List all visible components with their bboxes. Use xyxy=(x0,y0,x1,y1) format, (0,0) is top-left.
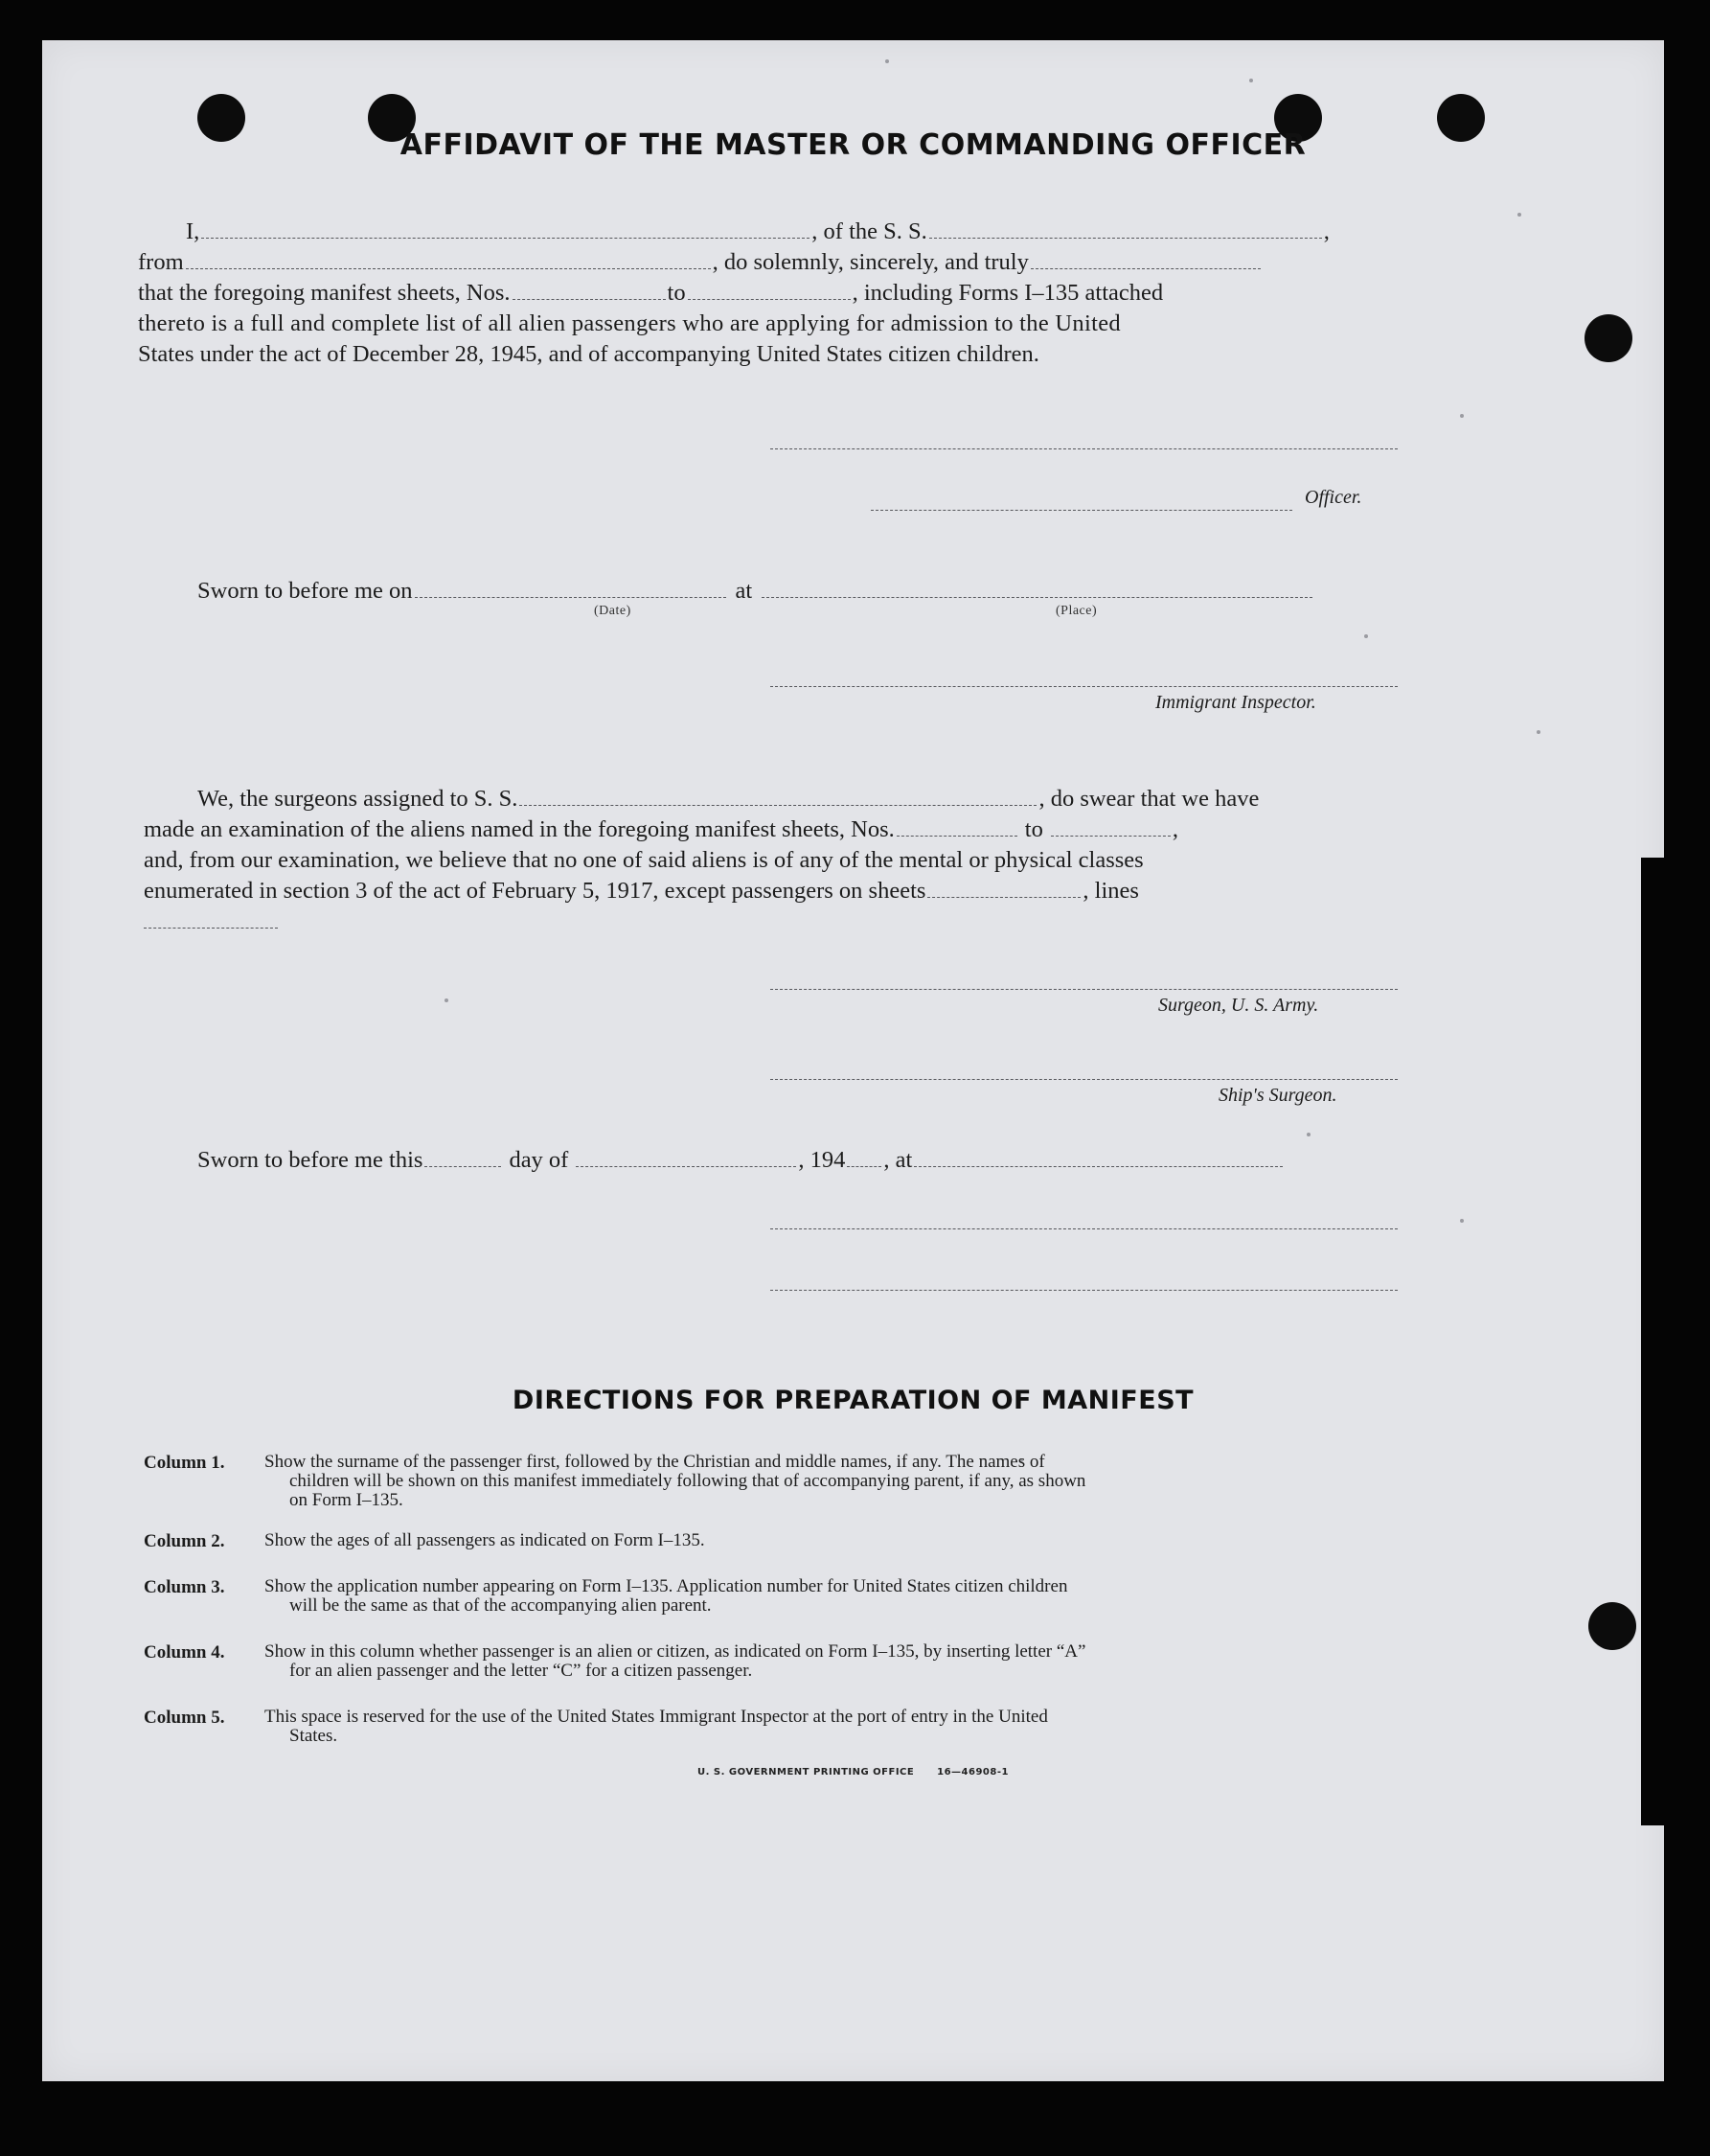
affidavit-line-3: that the foregoing manifest sheets, Nos. to , including Forms I–135 attached xyxy=(138,280,1164,306)
sworn-date-field[interactable] xyxy=(415,576,726,598)
second-inspector-signature-line[interactable] xyxy=(770,1228,1398,1229)
master-name-field[interactable] xyxy=(201,217,809,239)
surgeon-line-4: enumerated in section 3 of the act of February 5, 1917, except passengers on sheets , lines xyxy=(144,878,1139,904)
place-caption: (Place) xyxy=(1056,604,1098,618)
surgeon-ship-field[interactable] xyxy=(519,784,1037,806)
scan-speck xyxy=(1364,634,1368,638)
affidavit-line-4: thereto is a full and complete list of all alien passengers who are applying for admission to the United xyxy=(138,310,1121,336)
sworn-at-field[interactable] xyxy=(914,1145,1283,1167)
punch-hole xyxy=(1585,314,1632,362)
punch-hole xyxy=(1588,1602,1636,1650)
affidavit-line-1: I, , of the S. S. , xyxy=(186,218,1330,244)
from-port-field[interactable] xyxy=(186,247,711,269)
direction-label: Column 1. xyxy=(144,1453,225,1473)
scan-speck xyxy=(1249,79,1253,82)
scan-speck xyxy=(445,998,448,1002)
date-caption: (Date) xyxy=(594,604,631,618)
sheet-from-field[interactable] xyxy=(513,278,666,300)
army-surgeon-caption: Surgeon, U. S. Army. xyxy=(1158,995,1319,1016)
sworn-line-1: Sworn to before me on at xyxy=(197,576,1314,607)
ship-surgeon-signature-line[interactable] xyxy=(770,1079,1398,1080)
scan-speck xyxy=(1307,1133,1311,1136)
surgeon-line-2: made an examination of the aliens named in the foregoing manifest sheets, Nos. to , xyxy=(144,816,1178,842)
scan-speck xyxy=(1517,213,1521,217)
sworn-year-field[interactable] xyxy=(847,1145,881,1167)
inspector-signature-line[interactable] xyxy=(770,686,1398,687)
direction-label: Column 5. xyxy=(144,1708,225,1728)
sheet-edge-shadow xyxy=(1641,858,1670,1825)
direction-label: Column 2. xyxy=(144,1531,225,1551)
swear-field[interactable] xyxy=(1031,247,1261,269)
printer-footer: U. S. GOVERNMENT PRINTING OFFICE 16—46908-1 xyxy=(697,1767,1009,1778)
ship-surgeon-caption: Ship's Surgeon. xyxy=(1219,1085,1337,1106)
form-sheet xyxy=(42,40,1664,2081)
inspector-caption: Immigrant Inspector. xyxy=(1155,692,1316,713)
surgeon-line-1: We, the surgeons assigned to S. S. , do swear that we have xyxy=(197,786,1260,812)
direction-text: Show the surname of the passenger first, followed by the Christian and middle names, if any. The names of children will be shown on this manifest immediately following that of accompanying parent, if any, as shown on Form I–135. xyxy=(264,1452,1086,1510)
surgeon-line-3: and, from our examination, we believe that no one of said aliens is of any of the mental or physical classes xyxy=(144,847,1144,873)
ship-name-field[interactable] xyxy=(929,217,1322,239)
scan-speck xyxy=(1460,1219,1464,1223)
officer-caption: Officer. xyxy=(1305,487,1362,508)
except-sheets-field[interactable] xyxy=(927,876,1081,898)
direction-label: Column 4. xyxy=(144,1642,225,1663)
scan-speck xyxy=(1460,414,1464,418)
scan-speck xyxy=(885,59,889,63)
direction-text: Show the application number appearing on Form I–135. Application number for United States citizen children will be the same as that of the accompanying alien parent. xyxy=(264,1576,1068,1616)
officer-title-line[interactable] xyxy=(871,510,1292,511)
except-lines-field[interactable] xyxy=(144,928,278,929)
army-surgeon-signature-line[interactable] xyxy=(770,989,1398,990)
second-inspector-title-line[interactable] xyxy=(770,1290,1398,1291)
surgeon-sheet-from-field[interactable] xyxy=(897,814,1017,837)
affidavit-title: AFFIDAVIT OF THE MASTER OR COMMANDING OFFICER xyxy=(399,128,1307,162)
sworn-place-field[interactable] xyxy=(762,576,1312,598)
directions-title: DIRECTIONS FOR PREPARATION OF MANIFEST xyxy=(512,1386,1195,1415)
direction-text: This space is reserved for the use of the United States Immigrant Inspector at the port of entry in the United States. xyxy=(264,1707,1048,1746)
affidavit-line-2: from , do solemnly, sincerely, and truly xyxy=(138,247,1263,278)
sworn-month-field[interactable] xyxy=(576,1145,796,1167)
direction-text: Show in this column whether passenger is an alien or citizen, as indicated on Form I–135, by inserting letter “A” for an alien passenger and the letter “C” for a citizen passenger. xyxy=(264,1641,1086,1681)
master-signature-line[interactable] xyxy=(770,448,1398,449)
affidavit-line-5: States under the act of December 28, 1945, and of accompanying United States citizen children. xyxy=(138,341,1039,367)
sworn-day-field[interactable] xyxy=(424,1145,501,1167)
direction-text: Show the ages of all passengers as indicated on Form I–135. xyxy=(264,1530,705,1550)
sheet-to-field[interactable] xyxy=(688,278,851,300)
sworn-line-2: Sworn to before me this day of , 194 , at xyxy=(197,1145,1285,1176)
scan-speck xyxy=(1537,730,1540,734)
direction-label: Column 3. xyxy=(144,1577,225,1597)
surgeon-sheet-to-field[interactable] xyxy=(1051,814,1171,837)
